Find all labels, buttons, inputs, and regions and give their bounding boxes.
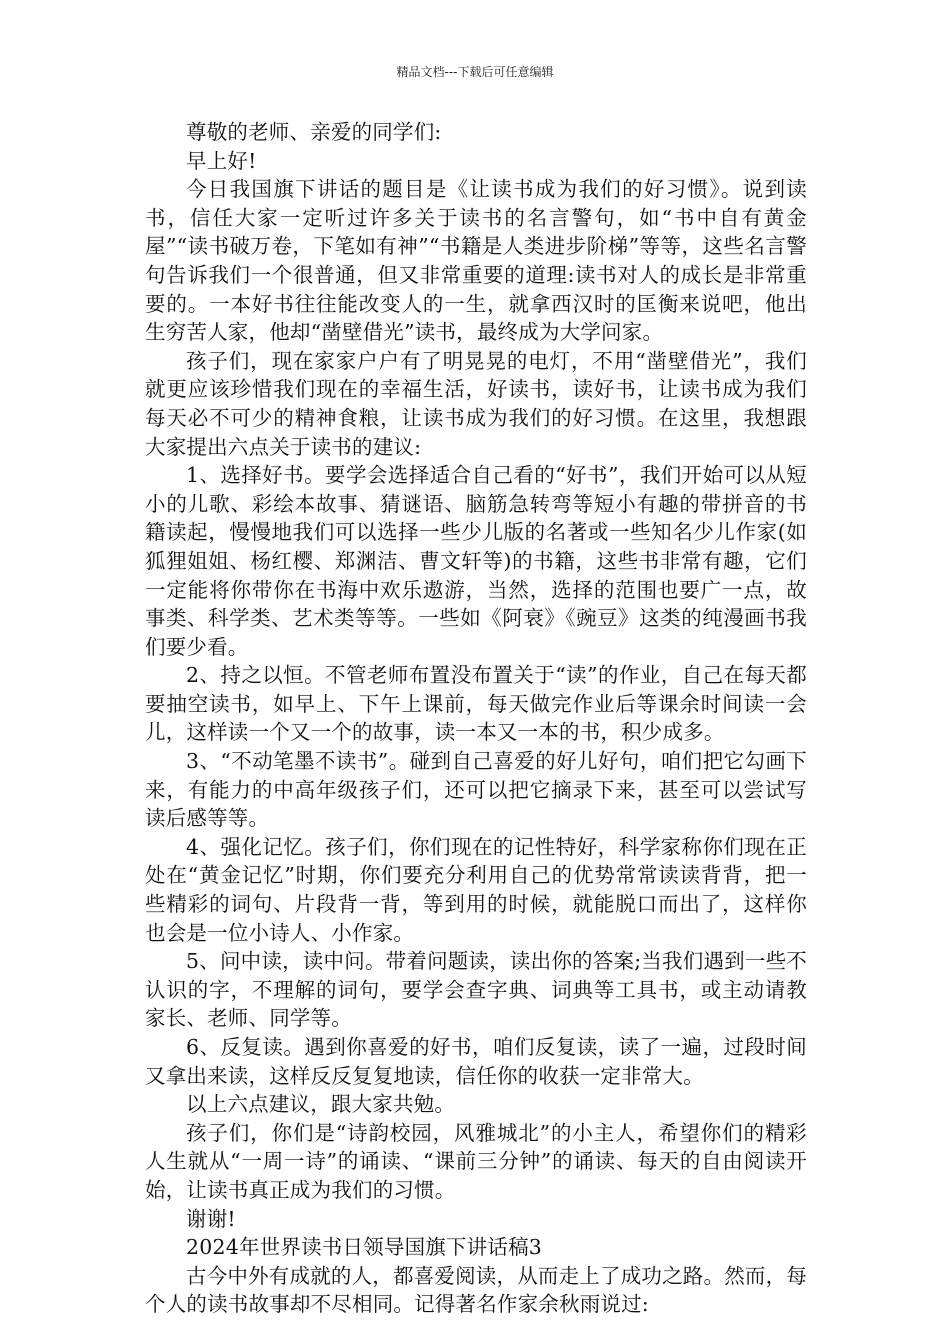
paragraph-children: 孩子们，现在家家户户有了明晃晃的电灯，不用“凿壁借光”，我们就更应该珍惜我们现在的幸福生活，好读书，读好书，让读书成为我们每天必不可少的精神食粮，让读书成为我们的好习惯。在这里，我想跟大家提出六点关于读书的建议: [145, 348, 807, 459]
suggestion-3: 3、“不动笔墨不读书”。碰到自己喜爱的好儿好句，咱们把它勾画下来，有能力的中高年级孩子们，还可以把它摘录下来，甚至可以尝试写读后感等等。 [145, 749, 807, 831]
suggestion-4: 4、强化记忆。孩子们，你们现在的记性特好，科学家称你们现在正处在“黄金记忆”时期，你们要充分利用自己的优势常常读读背背，把一些精彩的词句、片段背一背，等到用的时候，就能脱口而出了，这样你也会是一位小诗人、小作家。 [145, 834, 807, 945]
paragraph-next-speech: 古今中外有成就的人，都喜爱阅读，从而走上了成功之路。然而，每个人的读书故事却不尽相同。记得著名作家余秋雨说过: [145, 1263, 807, 1317]
section-title: 2024年世界读书日领导国旗下讲话稿3 [186, 1235, 543, 1260]
paragraph-summary: 以上六点建议，跟大家共勉。 [186, 1092, 456, 1117]
salutation: 尊敬的老师、亲爱的同学们: [186, 120, 442, 144]
suggestion-5: 5、问中读，读中问。带着问题读，读出你的答案;当我们遇到一些不认识的字，不理解的词句，要学会查字典、词典等工具书，或主动请教家长、老师、同学等。 [145, 949, 807, 1031]
closing-thanks: 谢谢! [186, 1206, 236, 1231]
suggestion-1: 1、选择好书。要学会选择适合自己看的“好书”，我们开始可以从短小的儿歌、彩绘本故事、猜谜语、脑筋急转弯等短小有趣的带拼音的书籍读起，慢慢地我们可以选择一些少儿版的名著或一些知名少儿作家(如狐狸姐姐、杨红樱、郑渊洁、曹文轩等)的书籍，这些书非常有趣，它们一定能将你带你在书海中欢乐遨游，当然，选择的范围也要广一点，故事类、科学类、艺术类等等。一些如《阿衰》《豌豆》这类的纯漫画书我们要少看。 [145, 463, 807, 659]
suggestion-6: 6、反复读。遇到你喜爱的好书，咱们反复读，读了一遍，过段时间又拿出来读，这样反反复复地读，信任你的收获一定非常大。 [145, 1035, 807, 1088]
suggestion-2: 2、持之以恒。不管老师布置没布置关于“读”的作业，自己在每天都要抽空读书，如早上、下午上课前，每天做完作业后等课余时间读一会儿，这样读一个又一个的故事，读一本又一本的书，积少成多。 [145, 663, 807, 745]
page-header: 精品文档---下载后可任意编辑 [396, 65, 554, 79]
greeting: 早上好! [186, 148, 257, 173]
paragraph-intro: 今日我国旗下讲话的题目是《让读书成为我们的好习惯》。说到读书，信任大家一定听过许多关于读书的名言警句，如“书中自有黄金屋”“读书破万卷，下笔如有神”“书籍是人类进步阶梯”等等，这些名言警句告诉我们一个很普通，但又非常重要的道理:读书对人的成长是非常重要的。一本好书往往能改变人的一生，就拿西汉时的匡衡来说吧，他出生穷苦人家，他却“凿壁借光”读书，最终成为大学问家。 [145, 177, 807, 345]
paragraph-hope: 孩子们，你们是“诗韵校园，风雅城北”的小主人，希望你们的精彩人生就从“一周一诗”的诵读、“课前三分钟”的诵读、每天的自由阅读开始，让读书真正成为我们的习惯。 [145, 1120, 807, 1202]
document-body [145, 118, 807, 1319]
